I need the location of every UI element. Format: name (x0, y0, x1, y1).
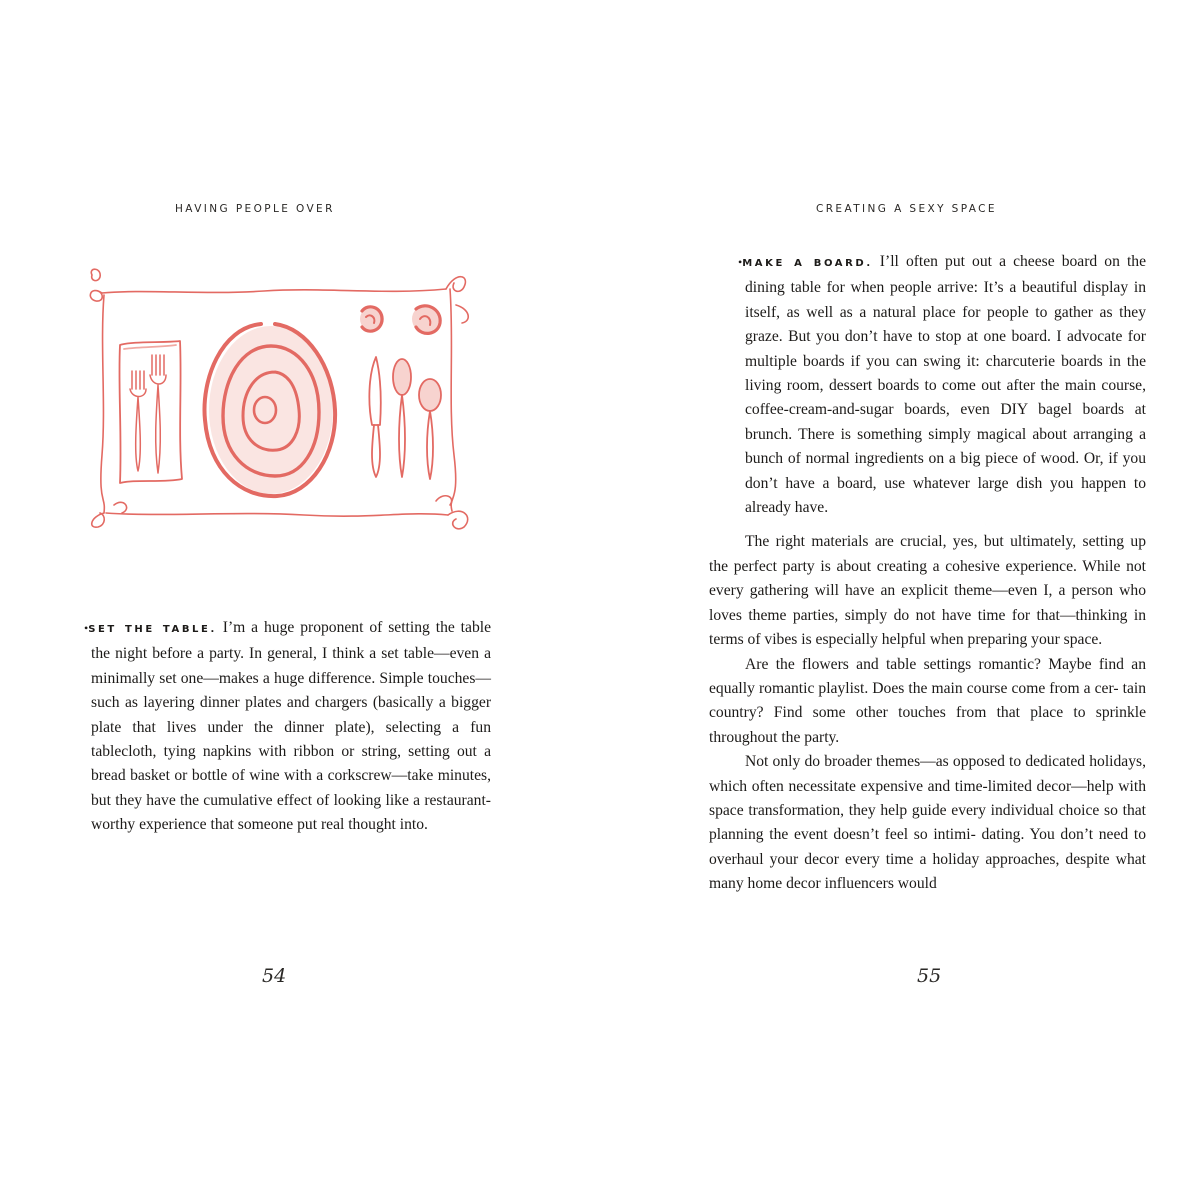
para-line: every gathering will have an explicit theme—even I, a person who (709, 582, 1146, 600)
item-line-3: Simple touches—such as layering dinner plates and chargers (91, 669, 492, 712)
paragraph-flowers (709, 653, 1146, 751)
para-line: The right materials are crucial, yes, but ultimately, setting up (745, 533, 1146, 551)
para-line: individual choice so that planning the event doesn’t feel so intimi- (709, 801, 1146, 844)
page-number-right: 55 (917, 965, 942, 987)
item-line-9: put real thought into. (297, 816, 428, 834)
small-glasses (360, 305, 440, 333)
para-line: in terms of vibes is especially helpful when preparing your space. (709, 606, 1146, 649)
item-line-4: (basically a bigger plate that lives under the dinner plate), (91, 694, 492, 736)
bullet-dot: • (738, 255, 743, 269)
place-setting-illustration (84, 265, 476, 531)
item-line-7: corkscrew—take minutes, but they have the cumulative effect (91, 767, 491, 809)
item-line-0: I’ll often put out a cheese board on the (872, 253, 1146, 270)
para-line: equally romantic playlist. Does the main course come from a cer- (709, 679, 1119, 697)
item-line-3: graze. But you don’t have to stop at one board. I advocate for (745, 328, 1146, 346)
para-line: the perfect party is about creating a cohesive experience. While not (709, 557, 1146, 575)
item-line-5: selecting a fun tablecloth, tying napkins with ribbon or (91, 718, 491, 761)
item-label: MAKE A BOARD. (742, 258, 873, 269)
napkin (119, 341, 182, 483)
item-line-6: string, setting out a bread basket or bottle of wine with a (91, 743, 491, 785)
para-line: loves theme parties, simply do not have time for that—thinking (709, 606, 1128, 624)
bullet-dot: • (84, 621, 89, 635)
para-line: approaches, despite what many home decor influencers would (709, 850, 1146, 893)
fork-left (130, 371, 146, 471)
item-line-9: you don’t have a board, use whatever large dish you happen to (745, 450, 1146, 492)
item-line-5: living room, dessert boards to come out after the main course, (745, 377, 1146, 395)
item-line-2: itself, as well as a natural place for people to gather as they (745, 303, 1146, 321)
item-line-6: coffee-cream-and-sugar boards, even DIY bagel boards at (745, 401, 1146, 419)
para-line: dating. You don’t need to overhaul your decor every time a holiday (709, 826, 1146, 868)
para-line: tain country? Find some other touches from that place to sprinkle (709, 679, 1146, 722)
spoon-middle (393, 359, 411, 477)
item-line-1: dining table for when people arrive: It’s a beautiful display in (745, 279, 1146, 297)
item-label: SET THE TABLE. (88, 624, 217, 635)
item-line-7: brunch. There is something simply magical about arranging (745, 425, 1133, 443)
knife (369, 357, 380, 477)
fork-right (150, 355, 166, 473)
paragraph-materials (709, 530, 1146, 652)
item-line-4: multiple boards if you can swing it: charcuterie boards in the (745, 352, 1146, 370)
running-head-right: CREATING A SEXY SPACE (816, 203, 997, 215)
para-line: decor—help with space transformation, they help guide every (709, 777, 1146, 819)
list-item-set-the-table (84, 616, 491, 838)
paragraph-themes (709, 750, 1146, 896)
item-line-8: a bunch of normal ingredients on a big piece of wood. Or, if (745, 425, 1146, 468)
left-body-text (84, 616, 491, 838)
item-line-0: I’m a huge proponent of setting (216, 619, 430, 636)
item-line-1: the table the night before a party. In general, I think a set (91, 619, 491, 663)
item-line-8: of looking like a restaurant-worthy experience that someone (91, 791, 491, 834)
dinner-plate (204, 324, 335, 496)
para-line: Are the flowers and table settings romantic? Maybe find an (745, 655, 1146, 673)
list-item-make-a-board (738, 250, 1146, 520)
para-line: Not only do broader themes—as opposed to dedicated (745, 753, 1086, 771)
spoon-right (419, 379, 441, 479)
page-number-left: 54 (262, 965, 287, 987)
right-body-text (709, 250, 1146, 897)
para-line: throughout the party. (709, 728, 840, 746)
item-line-2: table—even a minimally set one—makes a huge difference. (91, 645, 492, 687)
para-line: holidays, which often necessitate expensive and time-limited (709, 753, 1146, 795)
running-head-left: HAVING PEOPLE OVER (175, 203, 335, 215)
item-line-10: already have. (745, 499, 829, 517)
